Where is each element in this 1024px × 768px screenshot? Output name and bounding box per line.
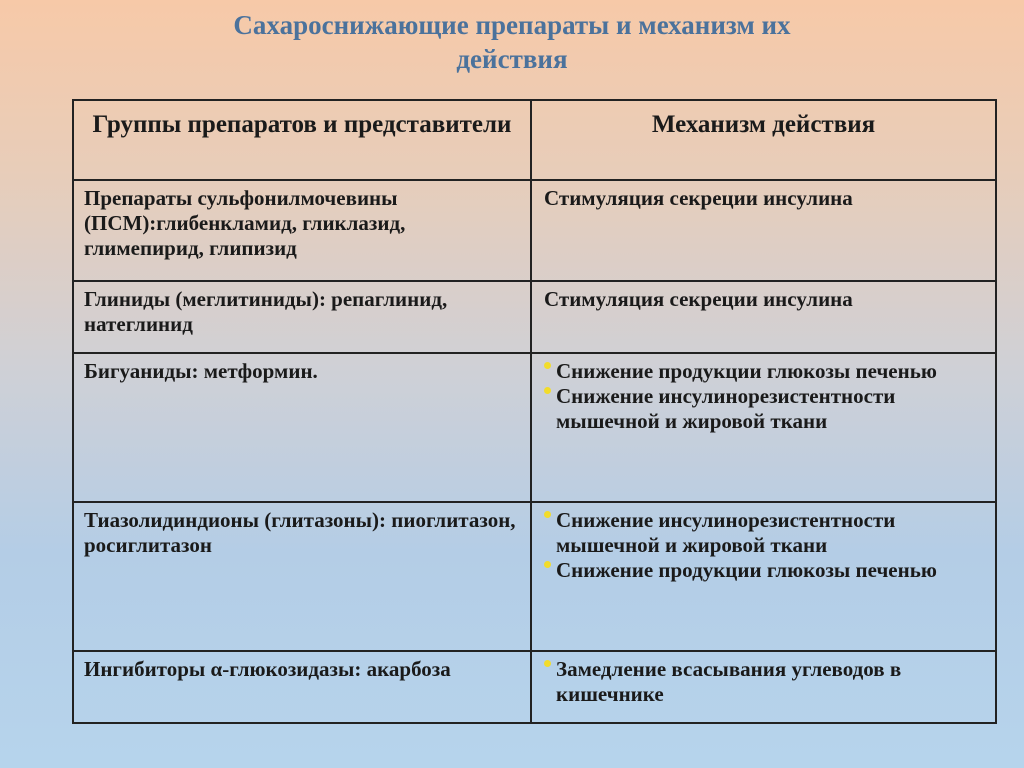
bullet-dot-icon — [544, 387, 551, 394]
mechanism-bullet-text: Снижение продукции глюкозы печенью — [556, 558, 937, 582]
bullet-dot-icon — [544, 511, 551, 518]
mechanism-bullet — [544, 359, 985, 384]
table-row — [73, 502, 996, 651]
table-row — [73, 651, 996, 723]
drugs-table — [72, 99, 997, 724]
group-cell: Тиазолидиндионы (глитазоны): пиоглитазон, росиглитазон — [73, 502, 531, 651]
mechanism-bullet — [544, 508, 985, 558]
table-header-row — [73, 100, 996, 180]
mechanism-bullet — [544, 384, 985, 434]
mechanism-bullet-text: Снижение инсулинорезистентности мышечной и жировой ткани — [556, 384, 896, 433]
slide-title-line-1: Сахароснижающие препараты и механизм их — [233, 10, 791, 40]
header-groups: Группы препаратов и представители — [73, 100, 531, 180]
group-cell: Глиниды (меглитиниды): репаглинид, натеглинид — [73, 281, 531, 353]
mechanism-bullet-text: Снижение инсулинорезистентности мышечной и жировой ткани — [556, 508, 896, 557]
group-cell: Препараты сульфонилмочевины (ПСМ):глибенкламид, гликлазид, глимепирид, глипизид — [73, 180, 531, 281]
header-mechanism: Механизм действия — [531, 100, 996, 180]
mechanism-cell — [531, 651, 996, 723]
mechanism-bullet — [544, 558, 985, 583]
table-row — [73, 353, 996, 502]
bullet-dot-icon — [544, 660, 551, 667]
bullet-dot-icon — [544, 362, 551, 369]
group-cell: Ингибиторы α-глюкозидазы: акарбоза — [73, 651, 531, 723]
slide-title-line-2: действия — [456, 44, 568, 74]
table-row — [73, 180, 996, 281]
mechanism-cell — [531, 502, 996, 651]
slide-title — [112, 8, 912, 76]
mechanism-cell: Стимуляция секреции инсулина — [531, 180, 996, 281]
mechanism-cell: Стимуляция секреции инсулина — [531, 281, 996, 353]
group-cell: Бигуаниды: метформин. — [73, 353, 531, 502]
mechanism-bullet-text: Снижение продукции глюкозы печенью — [556, 359, 937, 383]
table-row — [73, 281, 996, 353]
mechanism-bullet-text: Замедление всасывания углеводов в кишечнике — [556, 657, 902, 706]
bullet-dot-icon — [544, 561, 551, 568]
mechanism-cell — [531, 353, 996, 502]
mechanism-bullet — [544, 657, 985, 707]
